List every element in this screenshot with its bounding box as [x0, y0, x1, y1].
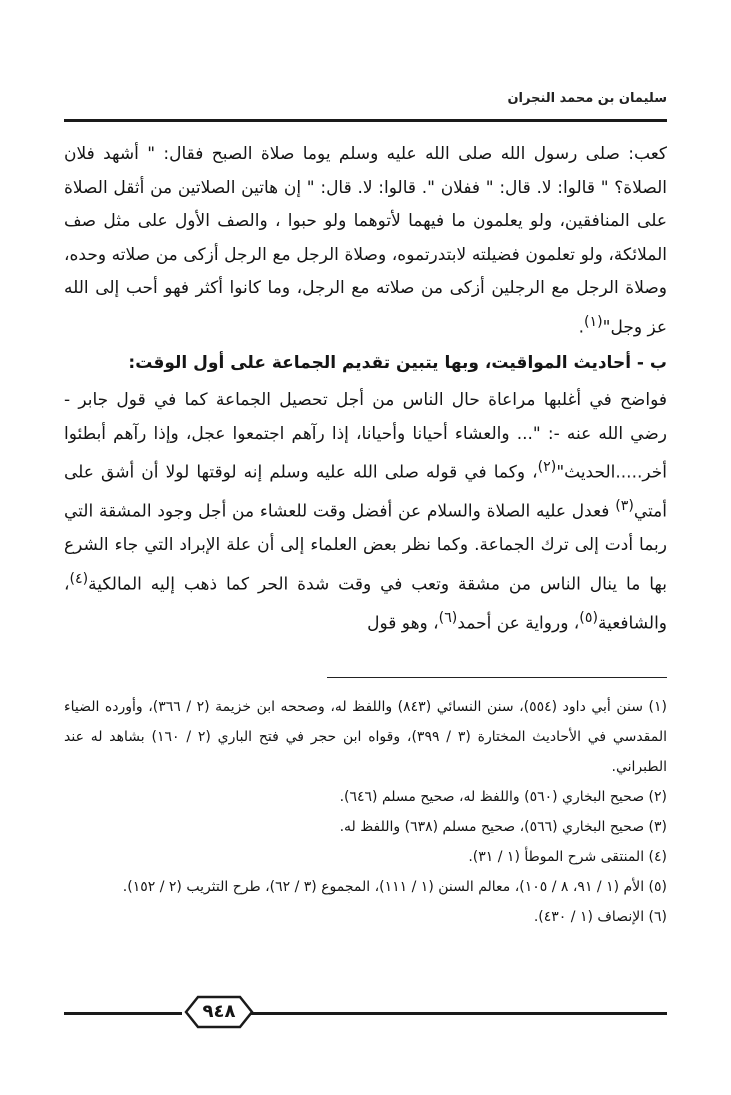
footnote-ref: (٣)	[615, 498, 634, 515]
footnote-ref: (٢)	[537, 459, 557, 476]
body-text	[64, 138, 667, 641]
page-number: ٩٤٨	[202, 1001, 236, 1022]
footnote: (٢) صحيح البخاري (٥٦٠) واللفظ له، صحيح مسلم (٦٤٦).	[339, 789, 667, 805]
footnote-separator	[327, 677, 667, 678]
footnote: (١) سنن أبي داود (٥٥٤)، سنن النسائي (٨٤٣) واللفظ له، وصححه ابن خزيمة (٢ / ٣٦٦)، وأورده الضياء المقدسي في الأحاديث المختارة (٣ / ٣٩٩)، وقواه ابن حجر في فتح الباري (٢ / ١٦٠) بشاهد له عند الطبراني.	[64, 699, 668, 775]
footer-rule	[64, 1012, 182, 1015]
footnote-ref: (١)	[583, 313, 603, 330]
paragraph-text: ، وهو قول	[367, 613, 439, 634]
paragraph-text: ، وكما في قوله صلى الله عليه وسلم إنه لوقتها لولا أن أشق على أمتي	[64, 462, 667, 522]
paragraph-text: ، والشافعية	[64, 574, 667, 634]
footnote-ref: (٦)	[438, 610, 458, 627]
footnote-ref: (٤)	[69, 570, 89, 587]
body-paragraph	[64, 138, 667, 345]
header-rule	[64, 119, 667, 122]
page-footer	[64, 994, 667, 1030]
footnotes	[64, 692, 667, 932]
footnote: (٤) المنتقى شرح الموطأ (١ / ٣١).	[468, 849, 667, 865]
footnote: (٦) الإنصاف (١ / ٤٣٠).	[533, 909, 667, 925]
paragraph-text: فعدل عليه الصلاة والسلام عن أفضل وقت للعشاء من أجل وجود المشقة التي ربما أدت إلى ترك الجماعة. وكما نظر بعض العلماء إلى أن علة الإبراد التي جاء الشرع بها ما ينال الناس من مشقة وتعب في وقت شدة الحر كما ذهب إليه المالكية	[64, 501, 667, 595]
paragraph-text: ، ورواية عن أحمد	[457, 613, 580, 634]
page-number-badge	[184, 994, 254, 1030]
footnote: (٥) الأم (١ / ٩١، ٨ / ١٠٥)، معالم السنن (١ / ١١١)، المجموع (٣ / ٦٢)، طرح التثريب (٢ / ١٥٢).	[122, 879, 667, 895]
footnote-ref: (٥)	[579, 610, 598, 627]
paragraph-text: كعب: صلى رسول الله صلى الله عليه وسلم يوما صلاة الصبح فقال: " أشهد فلان الصلاة؟ " قالوا: لا. قال: " ففلان ". قالوا: لا. قال: " إن هاتين الصلاتين من أثقل الصلاة على المنافقين، ولو يعلمون ما فيهما لأتوهما ولو حبوا ، والصف الأول على مثل صف الملائكة، ولو تعلمون فضيلته لابتدرتموه، وصلاة الرجل مع الرجل أزكى من صلاته وحده، وصلاة الرجل مع الرجلين أزكى من صلاته مع الرجل، وما كانوا أكثر فهو أحب إلى الله عز وجل"	[64, 144, 667, 338]
section-heading: ب - أحاديث المواقيت، وبها يتبين تقديم الجماعة على أول الوقت:	[128, 352, 667, 373]
paragraph-end: .	[578, 317, 584, 338]
running-header: سليمان بن محمد النجران	[507, 91, 667, 106]
paragraph-text: فواضح في أغلبها مراعاة حال الناس من أجل تحصيل الجماعة كما في قول جابر - رضي الله عنه -: "... والعشاء أحيانا وأحيانا، إذا رآهم اجتمعوا عجل، وإذا رآهم أبطئوا أخر.....الحديث"	[64, 390, 667, 483]
body-paragraph	[64, 384, 667, 641]
footer-rule	[187, 1012, 667, 1015]
footnote: (٣) صحيح البخاري (٥٦٦)، صحيح مسلم (٦٣٨) واللفظ له.	[339, 819, 667, 835]
